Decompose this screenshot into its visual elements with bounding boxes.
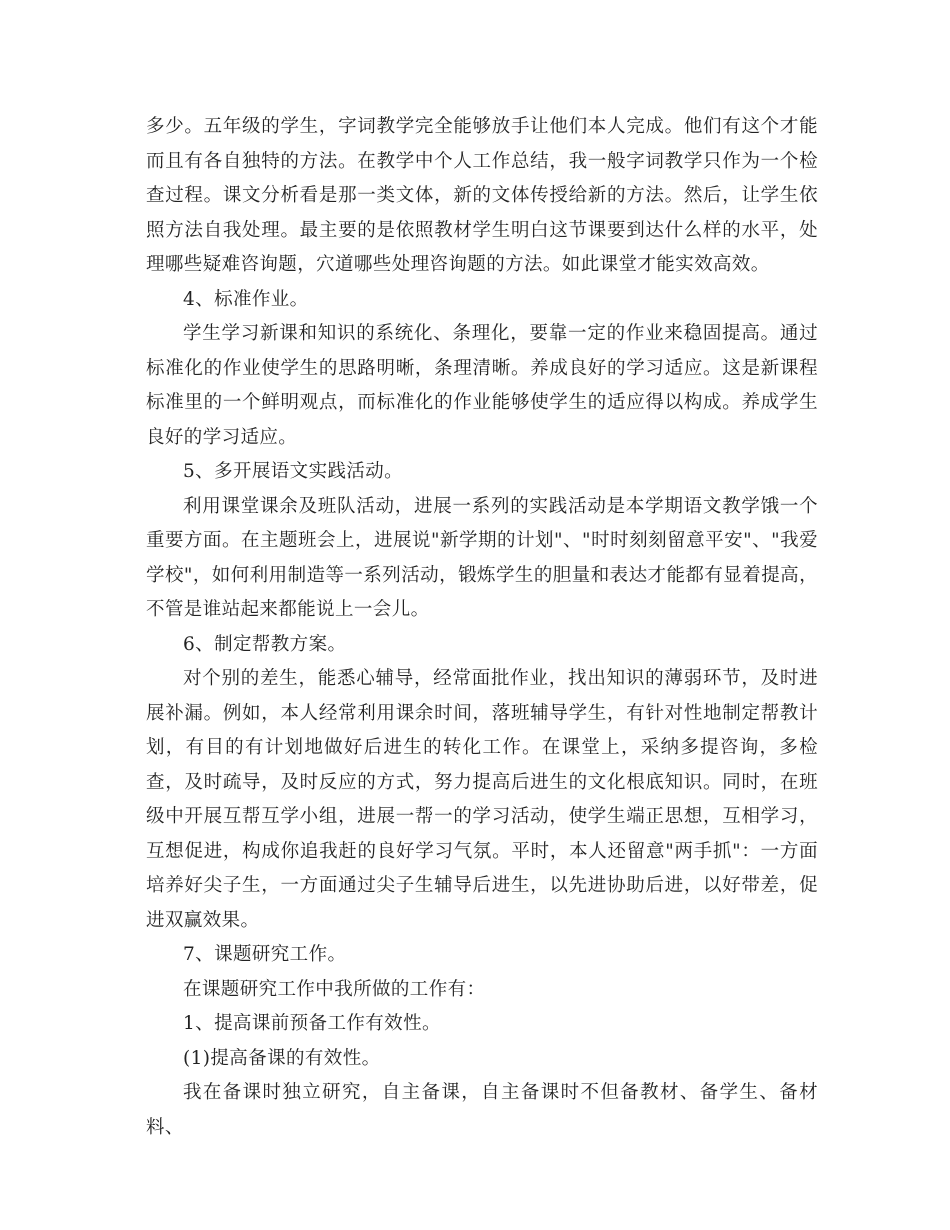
heading-research-work: 7、课题研究工作。 [183,944,347,965]
heading-practice-activities: 5、多开展语文实践活动。 [183,461,404,482]
heading-standard-homework: 4、标准作业。 [183,288,309,310]
paragraph-standard-homework: 学生学习新课和知识的系统化、条理化，要靠一定的作业来稳固提高。通过标准化的作业使学生的思路明晰，条理清晰。养成良好的学习适应。这是新课程标准里的一个鲜明观点，而标准化的作业能够使学生的适应得以构成。养成学生良好的学习适应。 [146,323,818,448]
heading-tutoring-plan: 6、制定帮教方案。 [183,633,347,655]
paragraph-tutoring-plan: 对个别的差生，能悉心辅导，经常面批作业，找出知识的薄弱环节，及时进展补漏。例如，本人经常利用课余时间，落班辅导学生，有针对性地制定帮教计划，有目的有计划地做好后进生的转化工作。在课堂上，采纳多提咨询，多检查，及时疏导，及时反应的方式，努力提高后进生的文化根底知识。同时，在班级中开展互帮互学小组，进展一帮一的学习活动，使学生端正思想，互相学习，互想促进，构成你追我赶的良好学习气氛。平时，本人还留意"两手抓"：一方面培养好尖子生，一方面通过尖子生辅导后进生，以先进协助后进，以好带差，促进双赢效果。 [146,668,818,931]
paragraph-lesson-planning: 我在备课时独立研究，自主备课，自主备课时不但备教材、备学生、备材料、 [146,1082,818,1138]
heading-preparation: 1、提高课前预备工作有效性。 [183,1013,441,1034]
paragraph-continuation: 多少。五年级的学生，字词教学完全能够放手让他们本人完成。他们有这个才能而且有各自独特的方法。在教学中个人工作总结，我一般字词教学只作为一个检查过程。课文分析看是那一类文体，新的文体传授给新的方法。然后，让学生依照方法自我处理。最主要的是依照教材学生明白这节课要到达什么样的水平，处理哪些疑难咨询题，穴道哪些处理咨询题的方法。如此课堂才能实效高效。 [146,116,818,275]
document-page [146,110,818,1145]
paragraph-practice-activities: 利用课堂课余及班队活动，进展一系列的实践活动是本学期语文教学饿一个重要方面。在主题班会上，进展说"新学期的计划"、"时时刻刻留意平安"、"我爱学校"，如何利用制造等一系列活动，锻炼学生的胆量和表达才能都有显着提高，不管是谁站起来都能说上一会儿。 [146,495,818,620]
paragraph-research-intro: 在课题研究工作中我所做的工作有： [183,978,486,1000]
subheading-lesson-planning: (1)提高备课的有效性。 [183,1047,381,1069]
